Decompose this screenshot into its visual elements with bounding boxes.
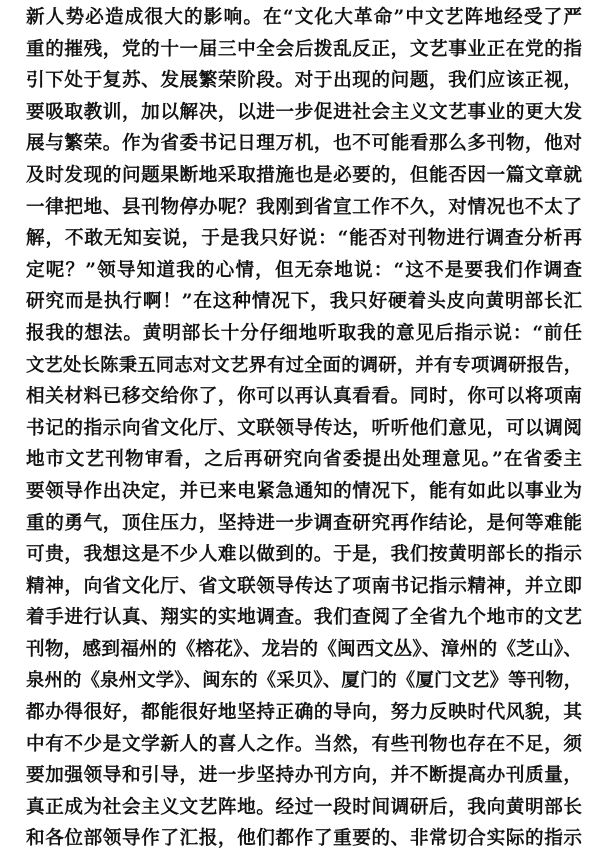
text-line: 展与繁荣。作为省委书记日理万机，也不可能看那么多刊物，他对 xyxy=(26,133,582,155)
text-line: 地市文艺刊物审看，之后再研究向省委提出处理意见。”在省委主 xyxy=(26,449,582,471)
text-line: 泉州的《泉州文学》、闽东的《采贝》、厦门的《厦门文艺》等刊物， xyxy=(26,670,582,692)
text-line: 定呢？”领导知道我的心情，但无奈地说：“这不是要我们作调查 xyxy=(26,259,582,281)
text-line: 都办得很好，都能很好地坚持正确的导向，努力反映时代风貌，其 xyxy=(26,702,582,724)
text-line: 着手进行认真、翔实的实地调查。我们查阅了全省九个地市的文艺 xyxy=(26,607,582,629)
text-line: 及时发现的问题果断地采取措施也是必要的，但能否因一篇文章就 xyxy=(26,164,582,186)
text-line: 研究而是执行啊！”在这种情况下，我只好硬着头皮向黄明部长汇 xyxy=(26,291,582,313)
text-line: 解，不敢无知妄说，于是我只好说：“能否对刊物进行调查分析再 xyxy=(26,228,582,250)
text-line: 要加强领导和引导，进一步坚持办刊方向，并不断提高办刊质量， xyxy=(26,765,582,787)
text-line: 引下处于复苏、发展繁荣阶段。对于出现的问题，我们应该正视， xyxy=(26,70,582,92)
text-line: 中有不少是文学新人的喜人之作。当然，有些刊物也存在不足，须 xyxy=(26,733,582,755)
text-line: 重的摧残，党的十一届三中全会后拨乱反正，文艺事业正在党的指 xyxy=(26,38,582,60)
text-line: 报我的想法。黄明部长十分仔细地听取我的意见后指示说：“前任 xyxy=(26,322,582,344)
text-line: 一律把地、县刊物停办呢？我刚到省宣工作不久，对情况也不太了 xyxy=(26,196,582,218)
text-line: 真正成为社会主义文艺阵地。经过一段时间调研后，我向黄明部长 xyxy=(26,796,582,818)
text-line: 刊物，感到福州的《榕花》、龙岩的《闽西文丛》、漳州的《芝山》、 xyxy=(26,638,582,660)
text-line: 要吸取教训，加以解决，以进一步促进社会主义文艺事业的更大发 xyxy=(26,101,582,123)
text-line: 可贵，我想这是不少人难以做到的。于是，我们按黄明部长的指示 xyxy=(26,544,582,566)
text-line: 文艺处长陈秉五同志对文艺界有过全面的调研，并有专项调研报告， xyxy=(26,354,582,376)
text-line: 相关材料已移交给你了，你可以再认真看看。同时，你可以将项南 xyxy=(26,386,582,408)
text-line: 和各位部领导作了汇报，他们都作了重要的、非常切合实际的指示 xyxy=(26,828,582,850)
text-line: 重的勇气，顶住压力，坚持进一步调查研究再作结论，是何等难能 xyxy=(26,512,582,534)
body-text xyxy=(26,0,582,855)
text-line: 精神，向省文化厅、省文联领导传达了项南书记指示精神，并立即 xyxy=(26,575,582,597)
text-line: 书记的指示向省文化厅、文联领导传达，听听他们意见，可以调阅 xyxy=(26,417,582,439)
text-line: 新人势必造成很大的影响。在“文化大革命”中文艺阵地经受了严 xyxy=(26,7,582,28)
text-line: 要领导作出决定，并已来电紧急通知的情况下，能有如此以事业为 xyxy=(26,480,582,502)
